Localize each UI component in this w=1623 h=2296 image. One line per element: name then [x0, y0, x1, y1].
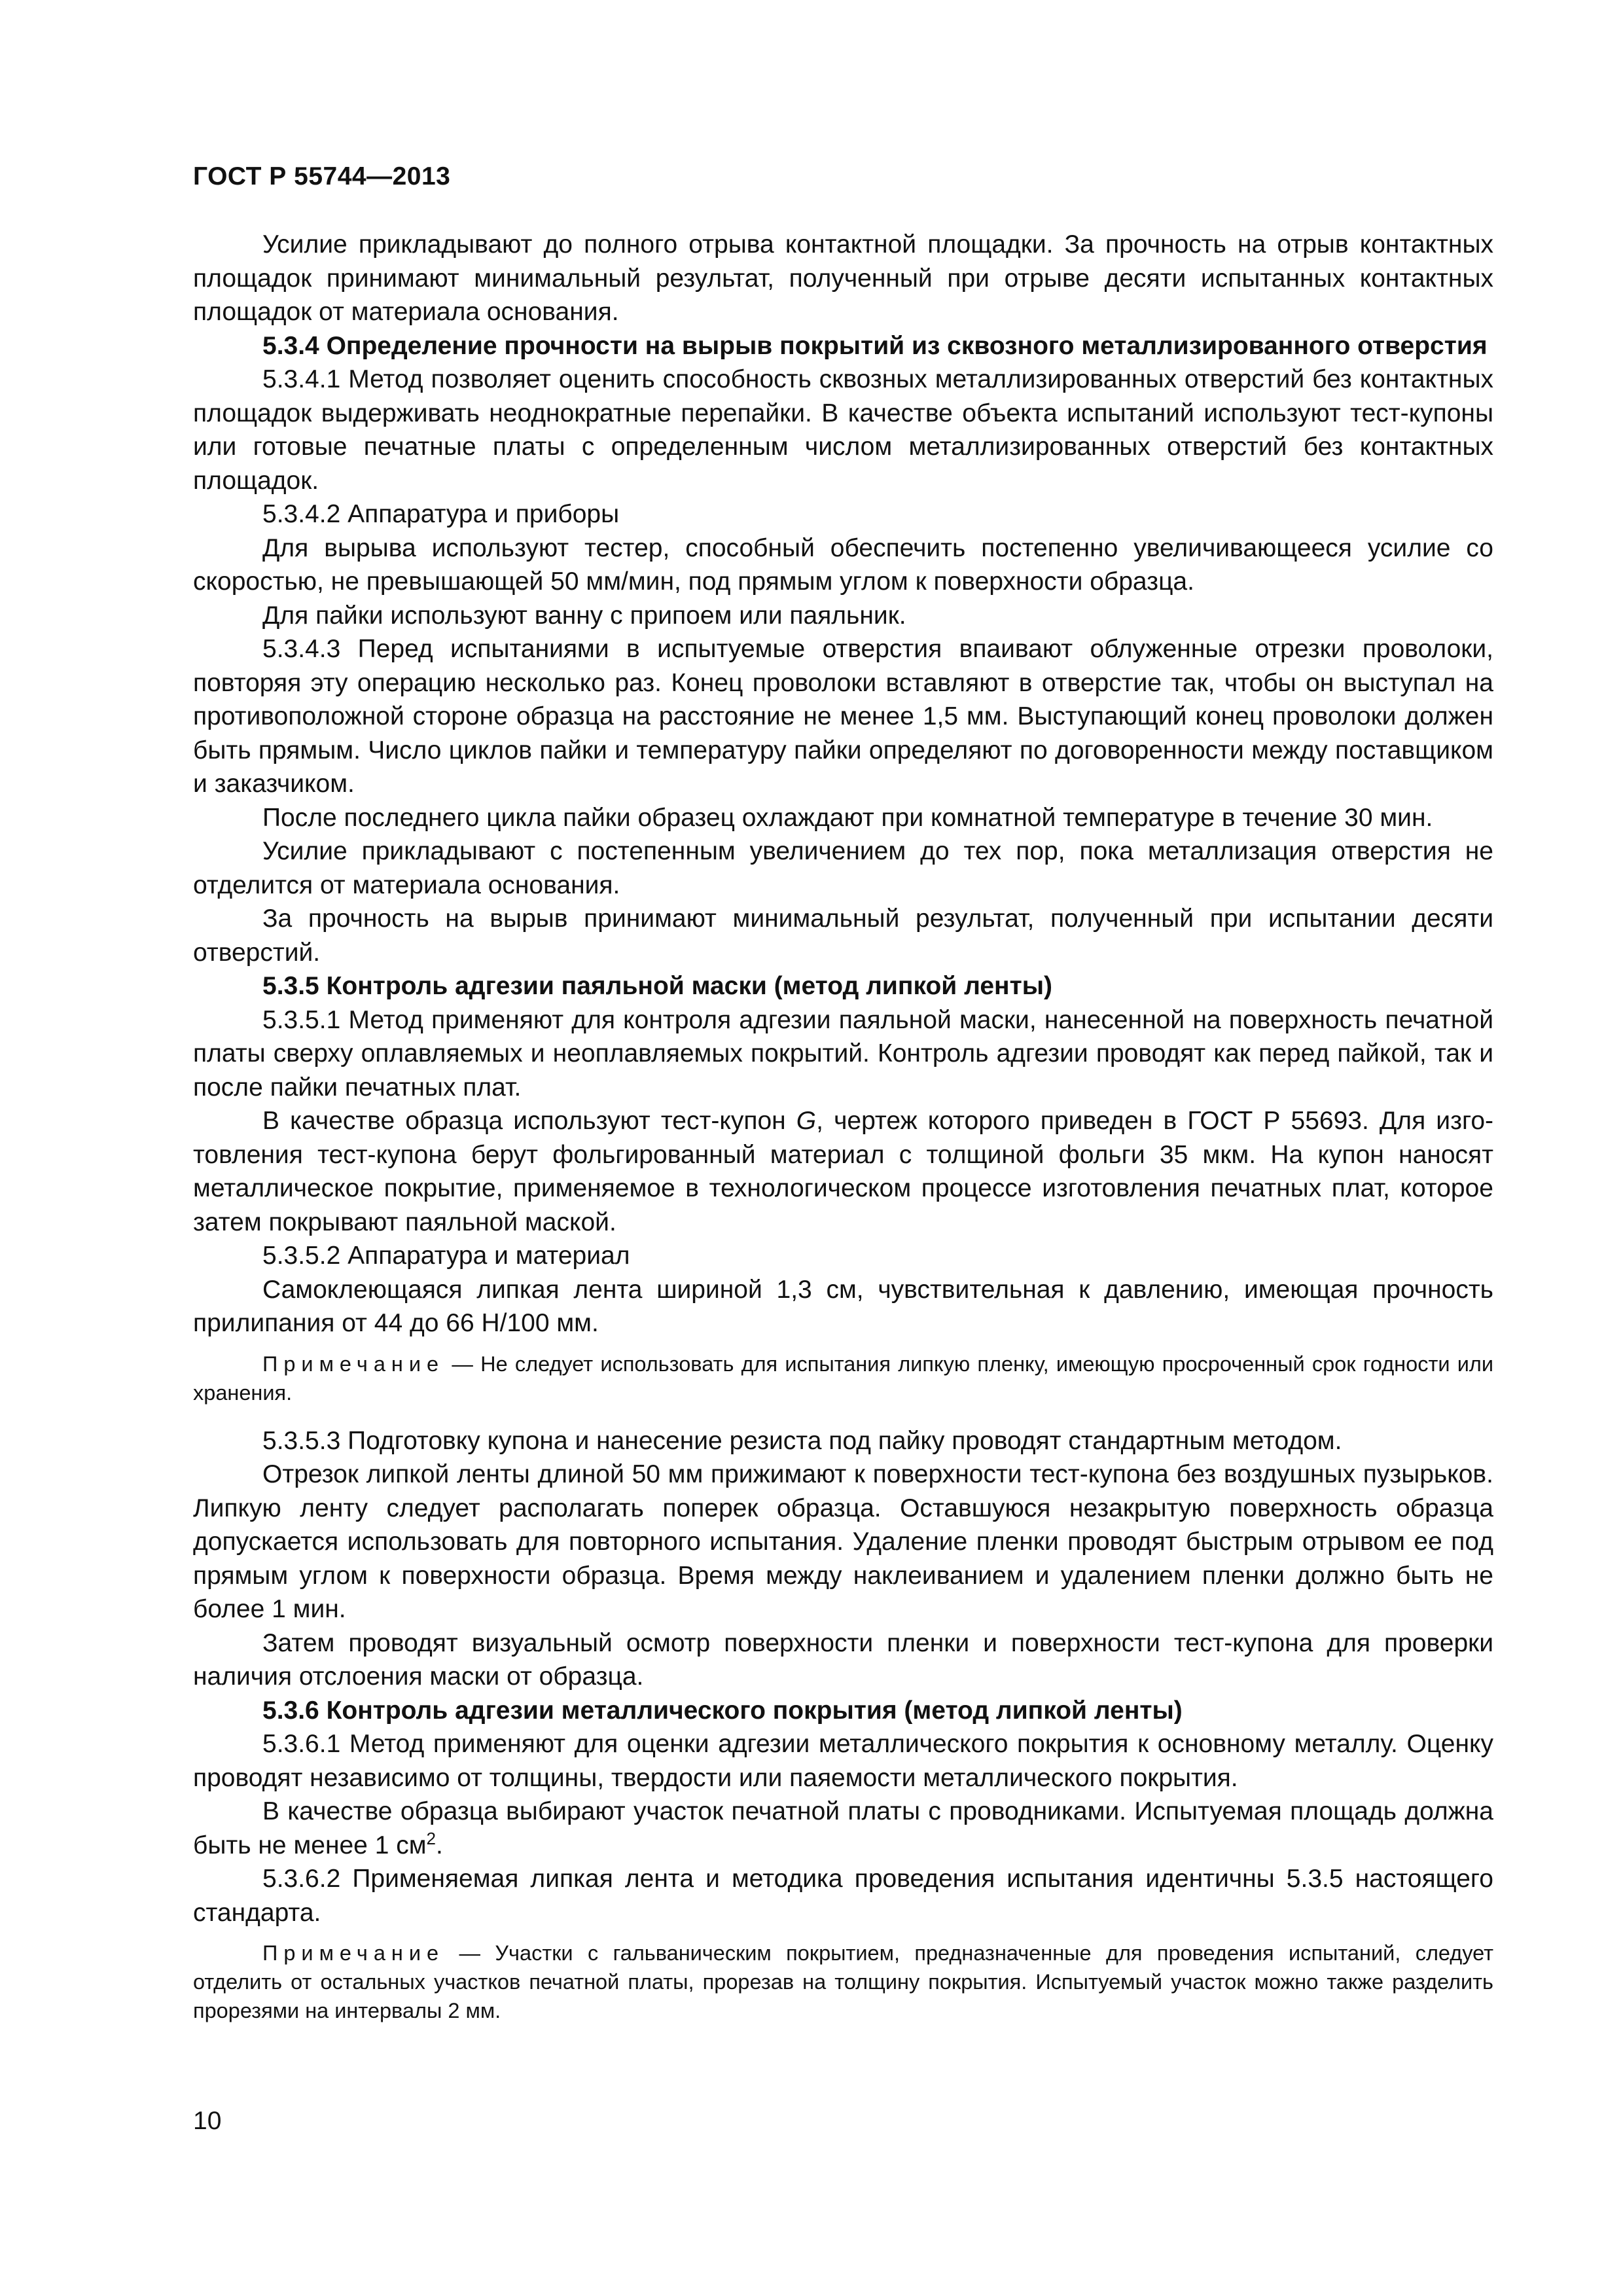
note-text: — Не следует использовать для испытания липкую пленку, имеющую просроченный срок годности или хранения.	[193, 1352, 1493, 1405]
note-text: — Участки с гальваническим покрытием, предназначенные для проведения испытаний, следует отделить от остальных участков печатной платы, прорезав на толщину покрытия. Испытуемый участок можно также разделить прорезями на интервалы 2 мм.	[193, 1941, 1493, 2022]
paragraph-tester: Для вырыва используют тестер, способный обеспечить постепенно увеличивающееся усилие со скоростью, не превышающей 50 мм/мин, под прямым углом к поверхности образца.	[193, 533, 1493, 596]
note-galvanic-areas	[193, 1939, 1493, 2025]
paragraph-visual-inspection: Затем проводят визуальный осмотр поверхности пленки и поверхности тест-купона для проверки наличия отслоения маски от образца.	[193, 1628, 1493, 1691]
note-label: Примечание	[262, 1941, 445, 1965]
paragraph-tape-application: Отрезок липкой ленты длиной 50 мм прижимают к поверхности тест-купона без воздушных пузырьков. Липкую ленту следует располагать поперек образца. Оставшуюся незакрытую поверхность образца допускается использовать для повторного испытания. Удаление пленки проводят быстрым отрывом ее под прямым углом к поверхности образца. Время между наклеиванием и удалением пленки должно быть не более 1 мин.	[193, 1460, 1493, 1623]
paragraph-5-3-6-2: 5.3.6.2 Применяемая липкая лента и методика проведения испытания идентичны 5.3.5 настоящего стандарта.	[193, 1865, 1493, 1927]
note-tape-expiry	[193, 1350, 1493, 1407]
paragraph-adhesive-tape: Самоклеющаяся липкая лента шириной 1,3 см, чувствительная к давлению, имеющая прочность прилипания от 44 до 66 Н/100 мм.	[193, 1275, 1493, 1337]
document-body	[193, 228, 1493, 2025]
paragraph-5-3-5-3: 5.3.5.3 Подготовку купона и нанесение резиста под пайку проводят стандартным методом.	[262, 1426, 1342, 1455]
paragraph-force-increase: Усилие прикладывают с постепенным увеличением до тех пор, пока металлизация отверстия не отделится от материала основания.	[193, 837, 1493, 899]
paragraph-5-3-5-2: 5.3.5.2 Аппаратура и материал	[262, 1242, 630, 1270]
paragraph-cooling: После последнего цикла пайки образец охлаждают при комнатной температуре в течение 30 мин.	[262, 803, 1433, 832]
paragraph-5-3-6-1: 5.3.6.1 Метод применяют для оценки адгезии металлического покрытия к основному металлу. Оценку проводят независимо от толщины, твердости или паяемости металлического покрытия.	[193, 1730, 1493, 1792]
section-heading-5-3-5: 5.3.5 Контроль адгезии паяльной маски (метод липкой ленты)	[262, 972, 1053, 1000]
section-heading-5-3-6: 5.3.6 Контроль адгезии металлического покрытия (метод липкой ленты)	[262, 1696, 1183, 1725]
document-header	[193, 162, 450, 191]
paragraph-5-3-4-2: 5.3.4.2 Аппаратура и приборы	[262, 500, 620, 528]
page-number: 10	[193, 2107, 222, 2135]
paragraph-pull-out-strength: За прочность на вырыв принимают минимальный результат, полученный при испытании десяти отверстий.	[193, 905, 1493, 967]
text-segment: В качестве образца используют тест-купон	[262, 1107, 796, 1135]
text-segment: .	[436, 1831, 443, 1859]
paragraph-soldering-bath: Для пайки используют ванну с припоем или паяльник.	[262, 601, 906, 630]
coupon-letter: G	[796, 1107, 817, 1135]
paragraph-pull-off-force: Усилие прикладывают до полного отрыва контактной площадки. За прочность на отрыв контактных площадок принимают минимальный результат, полученный при отрыве десяти испытанных контактных площадок от материала основания.	[193, 230, 1493, 326]
paragraph-test-area	[193, 1795, 1493, 1862]
text-segment: , чертеж которого приведен в ГОСТ Р 55693. Для изготовления тест-купона берут фольгированный материал с толщиной фольги 35 мкм. На купон наносят металлическое покрытие, применяемое в технологическом процессе изготовления печатных плат, которое затем покрывают паяльной маской.	[193, 1107, 1494, 1236]
standard-designation: ГОСТ Р 55744—2013	[193, 162, 451, 190]
paragraph-test-coupon	[193, 1104, 1493, 1239]
paragraph-5-3-5-1: 5.3.5.1 Метод применяют для контроля адгезии паяльной маски, нанесенной на поверхность печатной платы сверху оплавляемых и неоплавляемых покрытий. Контроль адгезии проводят как перед пайкой, так и после пайки печатных плат.	[193, 1005, 1493, 1102]
section-heading-5-3-4: 5.3.4 Определение прочности на вырыв покрытий из сквозного металлизированного отверстия	[262, 331, 1488, 360]
note-label: Примечание	[262, 1352, 445, 1376]
text-segment: В качестве образца выбирают участок печатной платы с проводниками. Испытуемая площадь должна быть не менее 1 см	[193, 1797, 1493, 1859]
paragraph-5-3-4-3: 5.3.4.3 Перед испытаниями в испытуемые отверстия впаивают облуженные отрезки проволоки, повторяя эту операцию несколько раз. Конец проволоки вставляют в отверстие так, чтобы он выступал на противоположной стороне образца на расстояние не менее 1,5 мм. Выступающий конец проволоки должен быть прямым. Число циклов пайки и температуру пайки определяют по договоренности между поставщиком и заказчиком.	[193, 635, 1493, 798]
superscript: 2	[426, 1828, 437, 1848]
paragraph-5-3-4-1: 5.3.4.1 Метод позволяет оценить способность сквозных металлизированных отверстий без контактных площадок выдерживать неоднократные перепайки. В качестве объекта испытаний используют тест-купоны или готовые печатные платы с определенным числом металлизированных отверстий без контактных площадок.	[193, 365, 1493, 495]
